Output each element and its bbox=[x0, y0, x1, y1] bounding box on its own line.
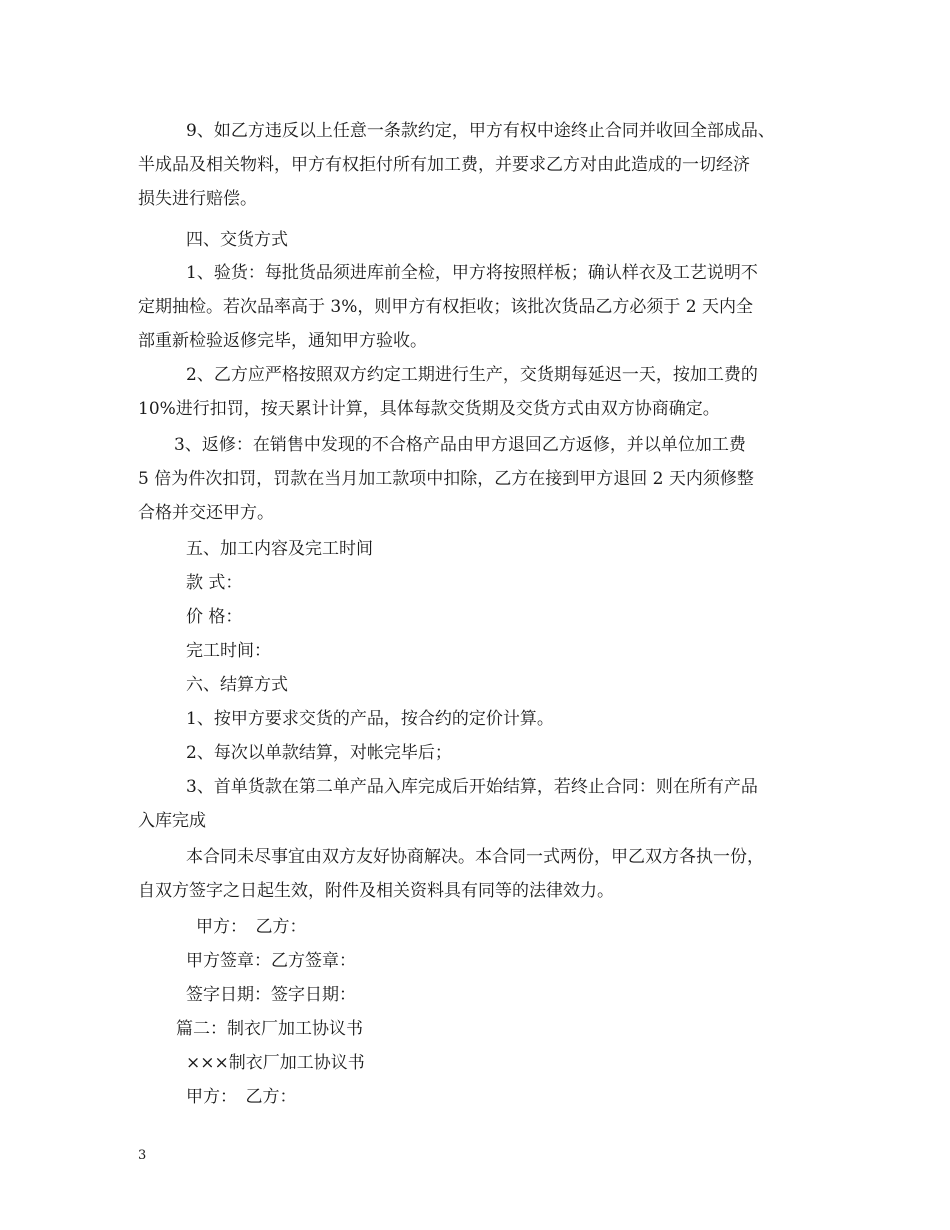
document-title: ×××制衣厂加工协议书 bbox=[186, 1053, 365, 1073]
paragraph-line: 自双方签字之日起生效，附件及相关资料具有同等的法律效力。 bbox=[138, 881, 614, 901]
paragraph-line: 1、按甲方要求交货的产品，按合约的定价计算。 bbox=[186, 709, 554, 729]
paragraph-line: 损失进行赔偿。 bbox=[138, 189, 257, 209]
page-number: 3 bbox=[138, 1148, 147, 1163]
paragraph-line: 入库完成 bbox=[138, 811, 206, 831]
section-heading: 六、结算方式 bbox=[186, 675, 288, 695]
paragraph-line: 3、首单货款在第二单产品入库完成后开始结算，若终止合同：则在所有产品 bbox=[186, 777, 758, 797]
signature-line: 甲方： 乙方： bbox=[196, 917, 307, 937]
paragraph-line: 部重新检验返修完毕，通知甲方验收。 bbox=[138, 331, 427, 351]
section-heading: 篇二：制衣厂加工协议书 bbox=[176, 1019, 363, 1039]
paragraph-line: 9、如乙方违反以上任意一条款约定，甲方有权中途终止合同并收回全部成品、 bbox=[186, 121, 775, 141]
paragraph-line: 2、乙方应严格按照双方约定工期进行生产，交货期每延迟一天，按加工费的 bbox=[186, 365, 758, 385]
paragraph-line: 5 倍为件次扣罚，罚款在当月加工款项中扣除，乙方在接到甲方退回 2 天内须修整 bbox=[138, 469, 754, 489]
paragraph-line: 3、返修：在销售中发现的不合格产品由甲方退回乙方返修，并以单位加工费 bbox=[174, 435, 746, 455]
paragraph-line: 10%进行扣罚，按天累计计算，具体每款交货期及交货方式由双方协商确定。 bbox=[138, 399, 720, 419]
signature-line: 签字日期：签字日期： bbox=[186, 985, 356, 1005]
paragraph-line: 1、验货：每批货品须进库前全检，甲方将按照样板；确认样衣及工艺说明不 bbox=[186, 263, 758, 283]
form-field-label: 价 格： bbox=[186, 607, 243, 627]
paragraph-line: 半成品及相关物料，甲方有权拒付所有加工费，并要求乙方对由此造成的一切经济 bbox=[138, 155, 750, 175]
paragraph-line: 本合同未尽事宜由双方友好协商解决。本合同一式两份，甲乙双方各执一份， bbox=[186, 847, 764, 867]
paragraph-line: 2、每次以单款结算，对帐完毕后； bbox=[186, 743, 452, 763]
signature-line: 甲方： 乙方： bbox=[186, 1087, 297, 1107]
form-field-label: 款 式： bbox=[186, 573, 243, 593]
signature-line: 甲方签章：乙方签章： bbox=[186, 951, 356, 971]
form-field-label: 完工时间： bbox=[186, 641, 271, 661]
section-heading: 五、加工内容及完工时间 bbox=[186, 539, 373, 559]
paragraph-line: 合格并交还甲方。 bbox=[138, 503, 274, 523]
section-heading: 四、交货方式 bbox=[186, 230, 288, 250]
paragraph-line: 定期抽检。若次品率高于 3%，则甲方有权拒收；该批次货品乙方必须于 2 天内全 bbox=[138, 297, 753, 317]
